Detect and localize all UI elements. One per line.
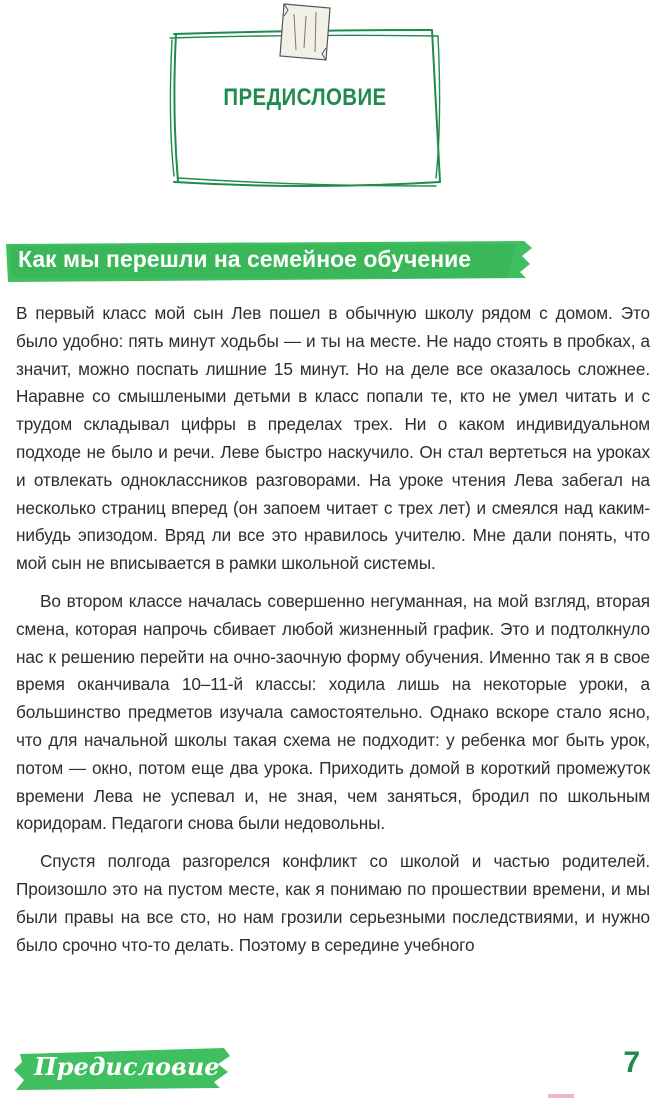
paragraph: Во втором классе началась совершенно негуманная, на мой взгляд, вторая смена, которая напрочь сбивает любой жизненный график. Это и подтолкнуло нас к решению перейти на очно-заочную форму обучения. Именно так я в свое время оканчивала 10–11-й классы: ходила лишь на некоторые уроки, а большинство предметов изучала самостоятельно. Однако вскоре стало ясно, что для начальной школы такая схема не подходит: у ребенка мог быть урок, потом — окно, потом еще два урока. Приходить домой в короткий промежуток времени Лева не успевал и, не зная, чем заняться, бродил по школьным коридорам. Педагоги снова были недовольны. (16, 590, 650, 834)
footer-section-label (14, 1044, 234, 1092)
decorative-mark (548, 1094, 574, 1098)
tape-strip-icon (280, 4, 330, 60)
chapter-title-frame (160, 0, 450, 195)
chapter-title: ПРЕДИСЛОВИЕ (223, 84, 387, 111)
paragraph: Спустя полгода разгорелся конфликт со школой и частью родителей. Произошло это на пустом месте, как я понимаю по прошествии времени, и мы были правы на все сто, но нам грозили серьезными последствиями, и нужно было срочно что-то делать. Поэтому в середине учебного (16, 851, 650, 955)
article-body (16, 300, 650, 969)
footer-label-text: Предисловие (34, 1052, 220, 1081)
paragraph: В первый класс мой сын Лев пошел в обычную школу рядом с домом. Это было удобно: пять минут ходьбы — и ты на месте. Не надо стоять в пробках, а значит, можно поспать лишние 15 минут. Но на деле все оказалось сложнее. Наравне со смышлеными детьми в класс попали те, кто не умел читать и с трудом складывал цифры в пределах трех. Ни о каком индивидуальном подходе не было и речи. Леве быстро наскучило. Он стал вертеться на уроках и отвлекать одноклассников разговорами. На уроке чтения Лева забегал на несколько страниц вперед (он запоем читает с трех лет) и смеялся над каким-нибудь эпизодом. Вряд ли все это нравилось учителю. Мне дали понять, что мой сын не вписывается в рамки школьной системы. (16, 303, 650, 574)
page-number: 7 (623, 1046, 640, 1079)
section-heading-banner (4, 238, 534, 284)
section-heading: Как мы перешли на семейное обучение (18, 246, 472, 272)
